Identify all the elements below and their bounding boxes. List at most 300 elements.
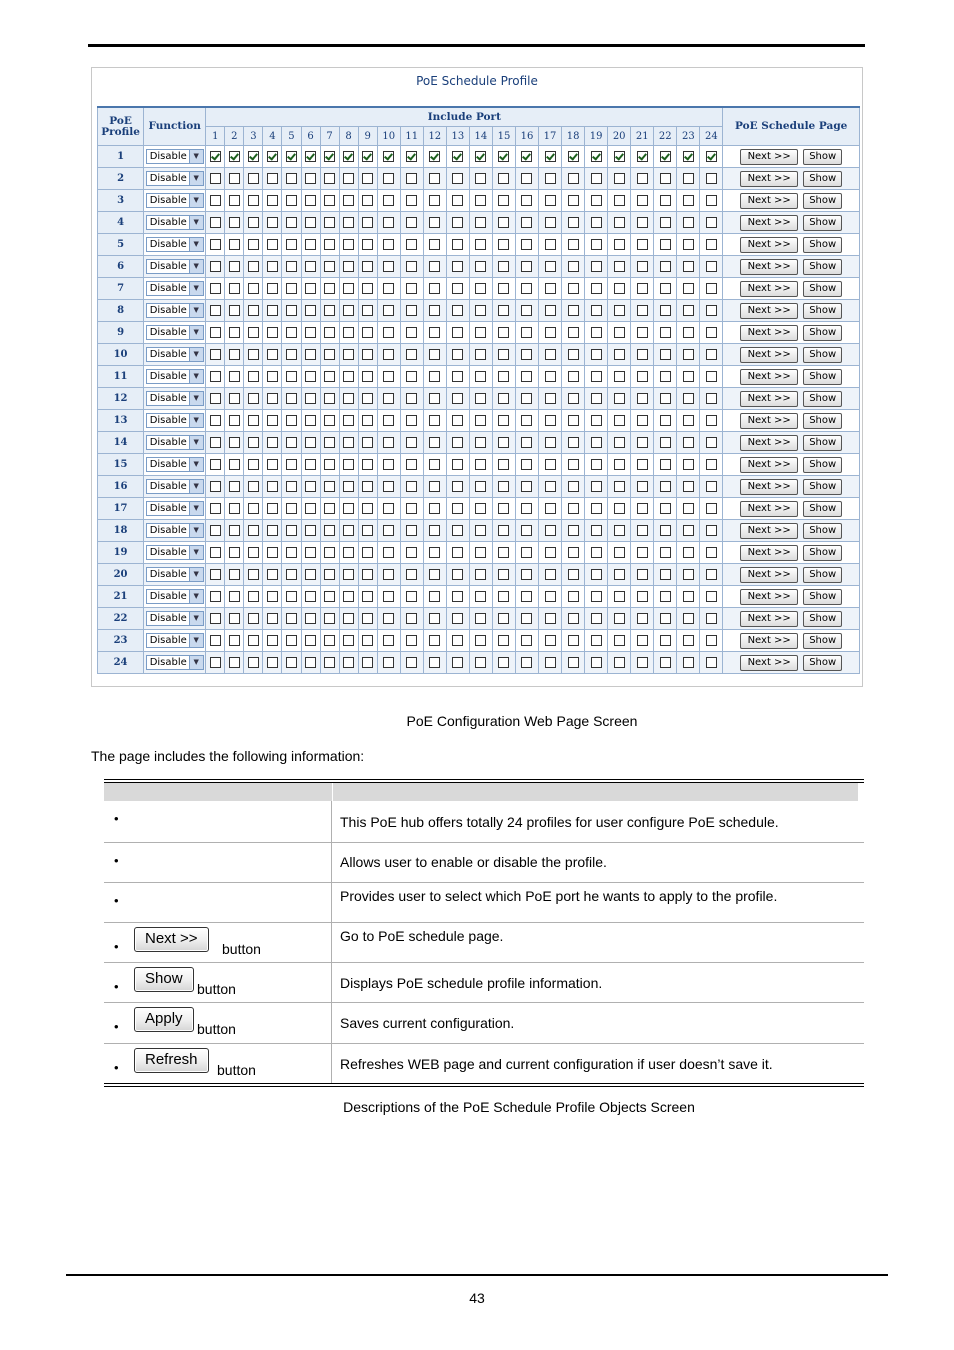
port-checkbox[interactable] xyxy=(229,569,240,580)
port-checkbox[interactable] xyxy=(498,525,509,536)
port-checkbox[interactable] xyxy=(229,371,240,382)
port-checkbox[interactable] xyxy=(406,657,417,668)
port-checkbox[interactable] xyxy=(568,525,579,536)
port-checkbox[interactable] xyxy=(429,437,440,448)
port-checkbox[interactable] xyxy=(545,437,556,448)
port-checkbox[interactable] xyxy=(568,437,579,448)
port-checkbox[interactable] xyxy=(229,305,240,316)
port-checkbox[interactable] xyxy=(637,657,648,668)
port-checkbox[interactable] xyxy=(248,613,259,624)
port-checkbox[interactable] xyxy=(286,459,297,470)
function-select[interactable] xyxy=(146,347,204,362)
port-checkbox[interactable] xyxy=(568,635,579,646)
next-button[interactable]: Next >> xyxy=(740,567,798,583)
show-button[interactable]: Show xyxy=(803,237,842,253)
next-button[interactable]: Next >> xyxy=(740,589,798,605)
port-checkbox[interactable] xyxy=(637,437,648,448)
port-checkbox[interactable] xyxy=(248,591,259,602)
port-checkbox[interactable] xyxy=(383,525,394,536)
port-checkbox[interactable] xyxy=(545,613,556,624)
port-checkbox[interactable] xyxy=(706,283,717,294)
port-checkbox[interactable] xyxy=(343,239,354,250)
port-checkbox[interactable] xyxy=(683,415,694,426)
port-checkbox[interactable] xyxy=(660,195,671,206)
show-button[interactable]: Show xyxy=(803,501,842,517)
port-checkbox[interactable] xyxy=(305,371,316,382)
port-checkbox[interactable] xyxy=(452,547,463,558)
next-button[interactable]: Next >> xyxy=(740,655,798,671)
port-checkbox[interactable] xyxy=(498,569,509,580)
port-checkbox[interactable] xyxy=(521,173,532,184)
port-checkbox[interactable] xyxy=(614,173,625,184)
port-checkbox[interactable] xyxy=(267,613,278,624)
port-checkbox[interactable] xyxy=(452,151,463,162)
function-select[interactable] xyxy=(146,413,204,428)
port-checkbox[interactable] xyxy=(452,613,463,624)
port-checkbox[interactable] xyxy=(498,283,509,294)
port-checkbox[interactable] xyxy=(660,635,671,646)
port-checkbox[interactable] xyxy=(660,217,671,228)
port-checkbox[interactable] xyxy=(637,371,648,382)
next-button[interactable]: Next >> xyxy=(740,479,798,495)
port-checkbox[interactable] xyxy=(637,349,648,360)
next-button[interactable]: Next >> xyxy=(740,523,798,539)
show-button[interactable]: Show xyxy=(803,259,842,275)
port-checkbox[interactable] xyxy=(286,283,297,294)
port-checkbox[interactable] xyxy=(614,415,625,426)
port-checkbox[interactable] xyxy=(521,547,532,558)
port-checkbox[interactable] xyxy=(568,503,579,514)
port-checkbox[interactable] xyxy=(305,261,316,272)
port-checkbox[interactable] xyxy=(706,217,717,228)
function-select[interactable] xyxy=(146,633,204,648)
port-checkbox[interactable] xyxy=(614,371,625,382)
port-checkbox[interactable] xyxy=(248,173,259,184)
port-checkbox[interactable] xyxy=(591,459,602,470)
port-checkbox[interactable] xyxy=(452,261,463,272)
port-checkbox[interactable] xyxy=(248,151,259,162)
next-button[interactable]: Next >> xyxy=(740,281,798,297)
port-checkbox[interactable] xyxy=(637,261,648,272)
port-checkbox[interactable] xyxy=(429,613,440,624)
port-checkbox[interactable] xyxy=(591,173,602,184)
port-checkbox[interactable] xyxy=(498,173,509,184)
port-checkbox[interactable] xyxy=(568,481,579,492)
port-checkbox[interactable] xyxy=(591,283,602,294)
port-checkbox[interactable] xyxy=(568,569,579,580)
port-checkbox[interactable] xyxy=(637,547,648,558)
port-checkbox[interactable] xyxy=(591,393,602,404)
port-checkbox[interactable] xyxy=(324,657,335,668)
port-checkbox[interactable] xyxy=(545,415,556,426)
port-checkbox[interactable] xyxy=(362,173,373,184)
port-checkbox[interactable] xyxy=(406,459,417,470)
port-checkbox[interactable] xyxy=(706,327,717,338)
port-checkbox[interactable] xyxy=(305,393,316,404)
port-checkbox[interactable] xyxy=(637,635,648,646)
port-checkbox[interactable] xyxy=(706,305,717,316)
next-button[interactable]: Next >> xyxy=(740,633,798,649)
port-checkbox[interactable] xyxy=(343,591,354,602)
port-checkbox[interactable] xyxy=(383,195,394,206)
port-checkbox[interactable] xyxy=(362,393,373,404)
port-checkbox[interactable] xyxy=(475,195,486,206)
port-checkbox[interactable] xyxy=(683,195,694,206)
port-checkbox[interactable] xyxy=(305,217,316,228)
port-checkbox[interactable] xyxy=(683,393,694,404)
port-checkbox[interactable] xyxy=(591,657,602,668)
port-checkbox[interactable] xyxy=(286,613,297,624)
port-checkbox[interactable] xyxy=(429,173,440,184)
port-checkbox[interactable] xyxy=(545,459,556,470)
port-checkbox[interactable] xyxy=(343,349,354,360)
port-checkbox[interactable] xyxy=(545,591,556,602)
port-checkbox[interactable] xyxy=(660,569,671,580)
port-checkbox[interactable] xyxy=(324,283,335,294)
port-checkbox[interactable] xyxy=(267,261,278,272)
port-checkbox[interactable] xyxy=(267,591,278,602)
port-checkbox[interactable] xyxy=(383,151,394,162)
port-checkbox[interactable] xyxy=(475,239,486,250)
port-checkbox[interactable] xyxy=(706,173,717,184)
port-checkbox[interactable] xyxy=(545,261,556,272)
port-checkbox[interactable] xyxy=(568,151,579,162)
port-checkbox[interactable] xyxy=(475,613,486,624)
port-checkbox[interactable] xyxy=(267,547,278,558)
port-checkbox[interactable] xyxy=(660,349,671,360)
port-checkbox[interactable] xyxy=(706,437,717,448)
show-button-sample[interactable]: Show xyxy=(134,967,194,992)
port-checkbox[interactable] xyxy=(475,657,486,668)
port-checkbox[interactable] xyxy=(591,415,602,426)
port-checkbox[interactable] xyxy=(452,459,463,470)
port-checkbox[interactable] xyxy=(452,173,463,184)
port-checkbox[interactable] xyxy=(683,327,694,338)
port-checkbox[interactable] xyxy=(706,261,717,272)
port-checkbox[interactable] xyxy=(614,591,625,602)
port-checkbox[interactable] xyxy=(614,239,625,250)
port-checkbox[interactable] xyxy=(286,635,297,646)
port-checkbox[interactable] xyxy=(383,569,394,580)
port-checkbox[interactable] xyxy=(498,591,509,602)
function-select[interactable] xyxy=(146,479,204,494)
port-checkbox[interactable] xyxy=(383,327,394,338)
port-checkbox[interactable] xyxy=(568,261,579,272)
port-checkbox[interactable] xyxy=(383,459,394,470)
port-checkbox[interactable] xyxy=(429,635,440,646)
port-checkbox[interactable] xyxy=(362,151,373,162)
port-checkbox[interactable] xyxy=(660,415,671,426)
function-select[interactable] xyxy=(146,567,204,582)
port-checkbox[interactable] xyxy=(324,613,335,624)
port-checkbox[interactable] xyxy=(229,437,240,448)
port-checkbox[interactable] xyxy=(305,415,316,426)
port-checkbox[interactable] xyxy=(324,217,335,228)
port-checkbox[interactable] xyxy=(637,459,648,470)
port-checkbox[interactable] xyxy=(521,525,532,536)
port-checkbox[interactable] xyxy=(614,459,625,470)
port-checkbox[interactable] xyxy=(591,327,602,338)
port-checkbox[interactable] xyxy=(229,547,240,558)
port-checkbox[interactable] xyxy=(706,525,717,536)
port-checkbox[interactable] xyxy=(614,503,625,514)
port-checkbox[interactable] xyxy=(429,349,440,360)
port-checkbox[interactable] xyxy=(521,459,532,470)
port-checkbox[interactable] xyxy=(614,349,625,360)
port-checkbox[interactable] xyxy=(706,591,717,602)
function-select[interactable] xyxy=(146,391,204,406)
port-checkbox[interactable] xyxy=(362,305,373,316)
port-checkbox[interactable] xyxy=(248,239,259,250)
port-checkbox[interactable] xyxy=(324,261,335,272)
port-checkbox[interactable] xyxy=(248,437,259,448)
port-checkbox[interactable] xyxy=(324,239,335,250)
port-checkbox[interactable] xyxy=(229,151,240,162)
port-checkbox[interactable] xyxy=(362,481,373,492)
port-checkbox[interactable] xyxy=(406,195,417,206)
port-checkbox[interactable] xyxy=(475,371,486,382)
function-select[interactable] xyxy=(146,501,204,516)
port-checkbox[interactable] xyxy=(475,635,486,646)
port-checkbox[interactable] xyxy=(248,283,259,294)
port-checkbox[interactable] xyxy=(521,195,532,206)
port-checkbox[interactable] xyxy=(305,569,316,580)
port-checkbox[interactable] xyxy=(286,393,297,404)
port-checkbox[interactable] xyxy=(498,503,509,514)
port-checkbox[interactable] xyxy=(545,547,556,558)
port-checkbox[interactable] xyxy=(452,591,463,602)
port-checkbox[interactable] xyxy=(545,371,556,382)
port-checkbox[interactable] xyxy=(475,305,486,316)
port-checkbox[interactable] xyxy=(660,371,671,382)
port-checkbox[interactable] xyxy=(498,393,509,404)
port-checkbox[interactable] xyxy=(267,195,278,206)
port-checkbox[interactable] xyxy=(637,305,648,316)
port-checkbox[interactable] xyxy=(406,525,417,536)
port-checkbox[interactable] xyxy=(683,481,694,492)
port-checkbox[interactable] xyxy=(286,217,297,228)
port-checkbox[interactable] xyxy=(406,349,417,360)
port-checkbox[interactable] xyxy=(591,635,602,646)
port-checkbox[interactable] xyxy=(614,327,625,338)
port-checkbox[interactable] xyxy=(545,569,556,580)
port-checkbox[interactable] xyxy=(660,459,671,470)
port-checkbox[interactable] xyxy=(637,217,648,228)
port-checkbox[interactable] xyxy=(683,591,694,602)
port-checkbox[interactable] xyxy=(475,547,486,558)
port-checkbox[interactable] xyxy=(286,415,297,426)
port-checkbox[interactable] xyxy=(406,503,417,514)
port-checkbox[interactable] xyxy=(637,195,648,206)
port-checkbox[interactable] xyxy=(706,239,717,250)
port-checkbox[interactable] xyxy=(248,261,259,272)
next-button[interactable]: Next >> xyxy=(740,413,798,429)
show-button[interactable]: Show xyxy=(803,523,842,539)
port-checkbox[interactable] xyxy=(343,261,354,272)
port-checkbox[interactable] xyxy=(210,547,221,558)
port-checkbox[interactable] xyxy=(305,437,316,448)
port-checkbox[interactable] xyxy=(248,569,259,580)
port-checkbox[interactable] xyxy=(229,503,240,514)
port-checkbox[interactable] xyxy=(591,591,602,602)
port-checkbox[interactable] xyxy=(286,371,297,382)
port-checkbox[interactable] xyxy=(498,261,509,272)
show-button[interactable]: Show xyxy=(803,633,842,649)
port-checkbox[interactable] xyxy=(568,327,579,338)
port-checkbox[interactable] xyxy=(229,239,240,250)
port-checkbox[interactable] xyxy=(591,217,602,228)
port-checkbox[interactable] xyxy=(545,481,556,492)
port-checkbox[interactable] xyxy=(286,261,297,272)
port-checkbox[interactable] xyxy=(545,503,556,514)
port-checkbox[interactable] xyxy=(305,349,316,360)
port-checkbox[interactable] xyxy=(383,305,394,316)
port-checkbox[interactable] xyxy=(683,261,694,272)
port-checkbox[interactable] xyxy=(229,459,240,470)
port-checkbox[interactable] xyxy=(429,393,440,404)
port-checkbox[interactable] xyxy=(614,393,625,404)
port-checkbox[interactable] xyxy=(267,525,278,536)
port-checkbox[interactable] xyxy=(406,481,417,492)
port-checkbox[interactable] xyxy=(545,195,556,206)
port-checkbox[interactable] xyxy=(660,613,671,624)
port-checkbox[interactable] xyxy=(429,503,440,514)
port-checkbox[interactable] xyxy=(248,481,259,492)
next-button[interactable]: Next >> xyxy=(740,215,798,231)
port-checkbox[interactable] xyxy=(683,503,694,514)
port-checkbox[interactable] xyxy=(475,415,486,426)
refresh-button-sample[interactable]: Refresh xyxy=(134,1048,209,1073)
port-checkbox[interactable] xyxy=(452,349,463,360)
port-checkbox[interactable] xyxy=(568,173,579,184)
port-checkbox[interactable] xyxy=(383,239,394,250)
port-checkbox[interactable] xyxy=(229,525,240,536)
port-checkbox[interactable] xyxy=(521,569,532,580)
port-checkbox[interactable] xyxy=(521,151,532,162)
next-button[interactable]: Next >> xyxy=(740,545,798,561)
port-checkbox[interactable] xyxy=(706,503,717,514)
port-checkbox[interactable] xyxy=(383,349,394,360)
show-button[interactable]: Show xyxy=(803,567,842,583)
port-checkbox[interactable] xyxy=(362,613,373,624)
port-checkbox[interactable] xyxy=(660,657,671,668)
port-checkbox[interactable] xyxy=(475,591,486,602)
port-checkbox[interactable] xyxy=(706,393,717,404)
port-checkbox[interactable] xyxy=(324,151,335,162)
next-button[interactable]: Next >> xyxy=(740,149,798,165)
port-checkbox[interactable] xyxy=(406,283,417,294)
port-checkbox[interactable] xyxy=(406,635,417,646)
port-checkbox[interactable] xyxy=(210,569,221,580)
port-checkbox[interactable] xyxy=(406,371,417,382)
port-checkbox[interactable] xyxy=(305,657,316,668)
port-checkbox[interactable] xyxy=(429,415,440,426)
port-checkbox[interactable] xyxy=(614,635,625,646)
port-checkbox[interactable] xyxy=(452,569,463,580)
port-checkbox[interactable] xyxy=(637,283,648,294)
port-checkbox[interactable] xyxy=(267,393,278,404)
port-checkbox[interactable] xyxy=(545,305,556,316)
port-checkbox[interactable] xyxy=(324,547,335,558)
port-checkbox[interactable] xyxy=(706,569,717,580)
port-checkbox[interactable] xyxy=(286,503,297,514)
show-button[interactable]: Show xyxy=(803,391,842,407)
show-button[interactable]: Show xyxy=(803,171,842,187)
port-checkbox[interactable] xyxy=(362,283,373,294)
port-checkbox[interactable] xyxy=(637,613,648,624)
port-checkbox[interactable] xyxy=(683,569,694,580)
port-checkbox[interactable] xyxy=(248,547,259,558)
port-checkbox[interactable] xyxy=(286,547,297,558)
port-checkbox[interactable] xyxy=(343,613,354,624)
port-checkbox[interactable] xyxy=(568,239,579,250)
port-checkbox[interactable] xyxy=(343,195,354,206)
port-checkbox[interactable] xyxy=(229,393,240,404)
port-checkbox[interactable] xyxy=(660,503,671,514)
next-button[interactable]: Next >> xyxy=(740,501,798,517)
port-checkbox[interactable] xyxy=(324,591,335,602)
port-checkbox[interactable] xyxy=(521,503,532,514)
port-checkbox[interactable] xyxy=(660,283,671,294)
show-button[interactable]: Show xyxy=(803,611,842,627)
port-checkbox[interactable] xyxy=(286,591,297,602)
port-checkbox[interactable] xyxy=(362,437,373,448)
port-checkbox[interactable] xyxy=(248,657,259,668)
port-checkbox[interactable] xyxy=(706,371,717,382)
port-checkbox[interactable] xyxy=(591,525,602,536)
port-checkbox[interactable] xyxy=(521,283,532,294)
port-checkbox[interactable] xyxy=(362,217,373,228)
port-checkbox[interactable] xyxy=(706,481,717,492)
port-checkbox[interactable] xyxy=(521,371,532,382)
port-checkbox[interactable] xyxy=(248,525,259,536)
port-checkbox[interactable] xyxy=(660,591,671,602)
show-button[interactable]: Show xyxy=(803,303,842,319)
port-checkbox[interactable] xyxy=(406,261,417,272)
port-checkbox[interactable] xyxy=(452,525,463,536)
port-checkbox[interactable] xyxy=(305,481,316,492)
port-checkbox[interactable] xyxy=(637,569,648,580)
port-checkbox[interactable] xyxy=(362,525,373,536)
port-checkbox[interactable] xyxy=(568,415,579,426)
next-button[interactable]: Next >> xyxy=(740,237,798,253)
show-button[interactable]: Show xyxy=(803,655,842,671)
port-checkbox[interactable] xyxy=(406,613,417,624)
function-select[interactable] xyxy=(146,171,204,186)
port-checkbox[interactable] xyxy=(324,371,335,382)
port-checkbox[interactable] xyxy=(305,173,316,184)
port-checkbox[interactable] xyxy=(229,657,240,668)
port-checkbox[interactable] xyxy=(229,261,240,272)
port-checkbox[interactable] xyxy=(362,349,373,360)
port-checkbox[interactable] xyxy=(706,613,717,624)
port-checkbox[interactable] xyxy=(452,503,463,514)
port-checkbox[interactable] xyxy=(637,239,648,250)
port-checkbox[interactable] xyxy=(267,173,278,184)
port-checkbox[interactable] xyxy=(324,481,335,492)
port-checkbox[interactable] xyxy=(305,327,316,338)
port-checkbox[interactable] xyxy=(521,217,532,228)
port-checkbox[interactable] xyxy=(305,151,316,162)
port-checkbox[interactable] xyxy=(568,217,579,228)
port-checkbox[interactable] xyxy=(362,261,373,272)
port-checkbox[interactable] xyxy=(498,613,509,624)
port-checkbox[interactable] xyxy=(591,613,602,624)
next-button[interactable]: Next >> xyxy=(740,457,798,473)
port-checkbox[interactable] xyxy=(545,217,556,228)
port-checkbox[interactable] xyxy=(498,635,509,646)
port-checkbox[interactable] xyxy=(267,437,278,448)
